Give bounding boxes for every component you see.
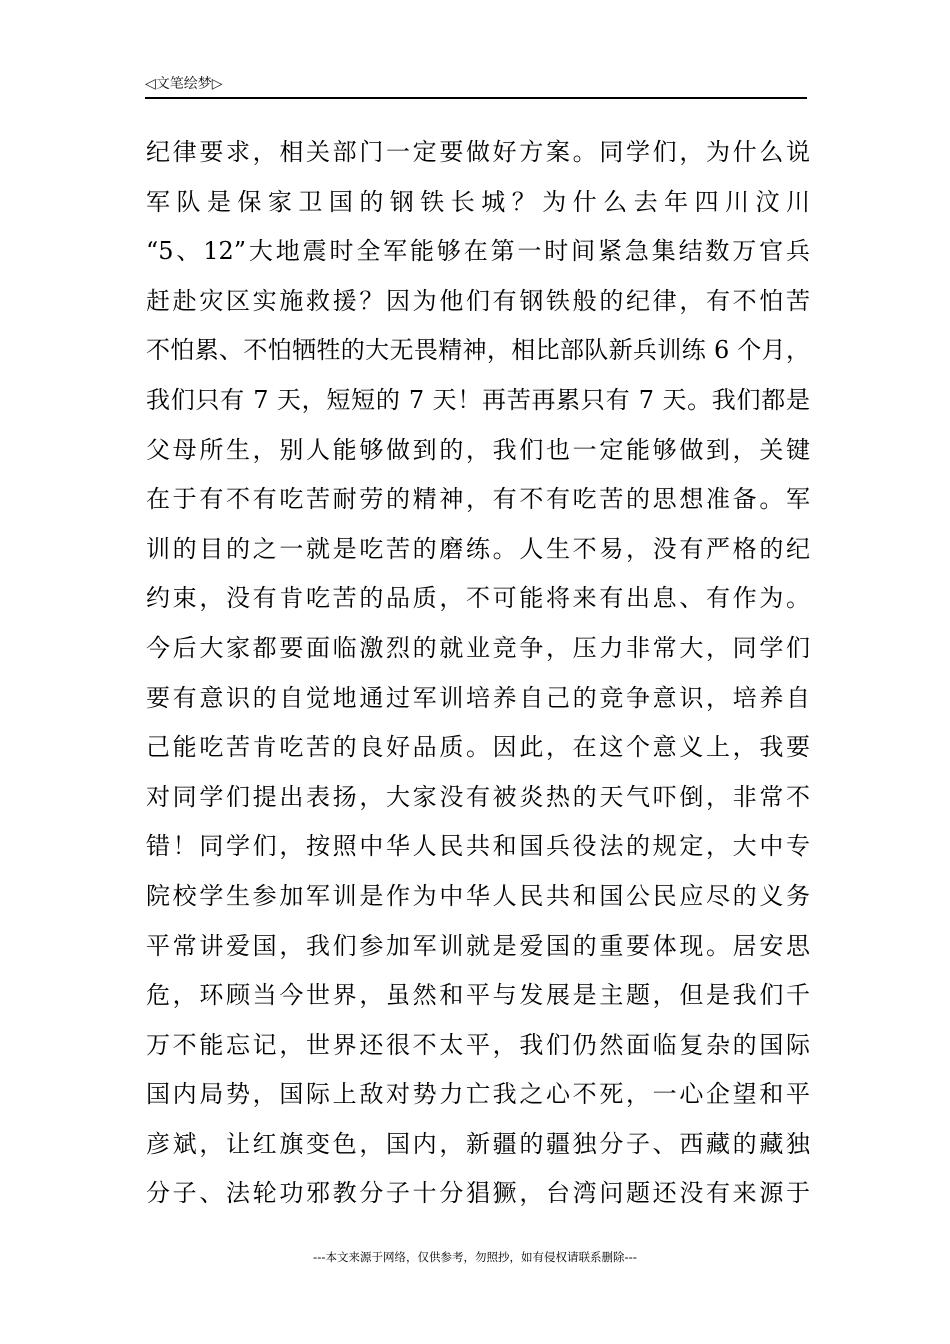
text-line: 平常讲爱国，我们参加军训就是爱国的重要体现。居安思 bbox=[146, 931, 810, 960]
text-line: 院校学生参加军训是作为中华人民共和国公民应尽的义务 bbox=[146, 881, 810, 910]
text-line: 训的目的之一就是吃苦的磨练。人生不易，没有严格的纪 bbox=[146, 534, 810, 563]
text-line: 要有意识的自觉地通过军训培养自己的竞争意识，培养自 bbox=[146, 683, 810, 712]
text-line: 不怕累、不怕牺牲的大无畏精神，相比部队新兵训练 6 个月， bbox=[146, 336, 810, 365]
text-line: 对同学们提出表扬，大家没有被炎热的天气吓倒，非常不 bbox=[146, 782, 810, 811]
page-header: ◁文笔绘梦▷ bbox=[145, 76, 223, 92]
text-line: 军队是保家卫国的钢铁长城？为什么去年四川汶川 bbox=[146, 187, 810, 216]
text-line: 父母所生，别人能够做到的，我们也一定能够做到，关键 bbox=[146, 435, 810, 464]
text-line: 今后大家都要面临激烈的就业竞争，压力非常大，同学们 bbox=[146, 633, 810, 662]
text-line: 国内局势，国际上敌对势力亡我之心不死，一心企望和平 bbox=[146, 1080, 810, 1109]
text-line: 错！同学们，按照中华人民共和国兵役法的规定，大中专 bbox=[146, 832, 810, 861]
text-line: 约束，没有肯吃苦的品质，不可能将来有出息、有作为。 bbox=[146, 584, 810, 613]
text-line: 万不能忘记，世界还很不太平，我们仍然面临复杂的国际 bbox=[146, 1030, 810, 1059]
text-line: “5、12”大地震时全军能够在第一时间紧急集结数万官兵 bbox=[146, 237, 810, 266]
text-line: 赶赴灾区实施救援？因为他们有钢铁般的纪律，有不怕苦 bbox=[146, 286, 810, 315]
text-line: 在于有不有吃苦耐劳的精神，有不有吃苦的思想准备。军 bbox=[146, 485, 810, 514]
text-line: 分子、法轮功邪教分子十分猖獗，台湾问题还没有来源于 bbox=[146, 1179, 810, 1208]
text-line: 危，环顾当今世界，虽然和平与发展是主题，但是我们千 bbox=[146, 981, 810, 1010]
footer-disclaimer: ---本文来源于网络，仅供参考，勿照抄，如有侵权请联系删除--- bbox=[313, 1250, 637, 1264]
header-divider bbox=[145, 97, 807, 99]
text-line: 己能吃苦肯吃苦的良好品质。因此，在这个意义上，我要 bbox=[146, 733, 810, 762]
text-line: 彦斌，让红旗变色，国内，新疆的疆独分子、西藏的藏独 bbox=[146, 1129, 810, 1158]
text-line: 我们只有 7 天，短短的 7 天！再苦再累只有 7 天。我们都是 bbox=[146, 385, 810, 414]
body-text bbox=[146, 128, 810, 1219]
text-line: 纪律要求，相关部门一定要做好方案。同学们，为什么说 bbox=[146, 138, 810, 166]
